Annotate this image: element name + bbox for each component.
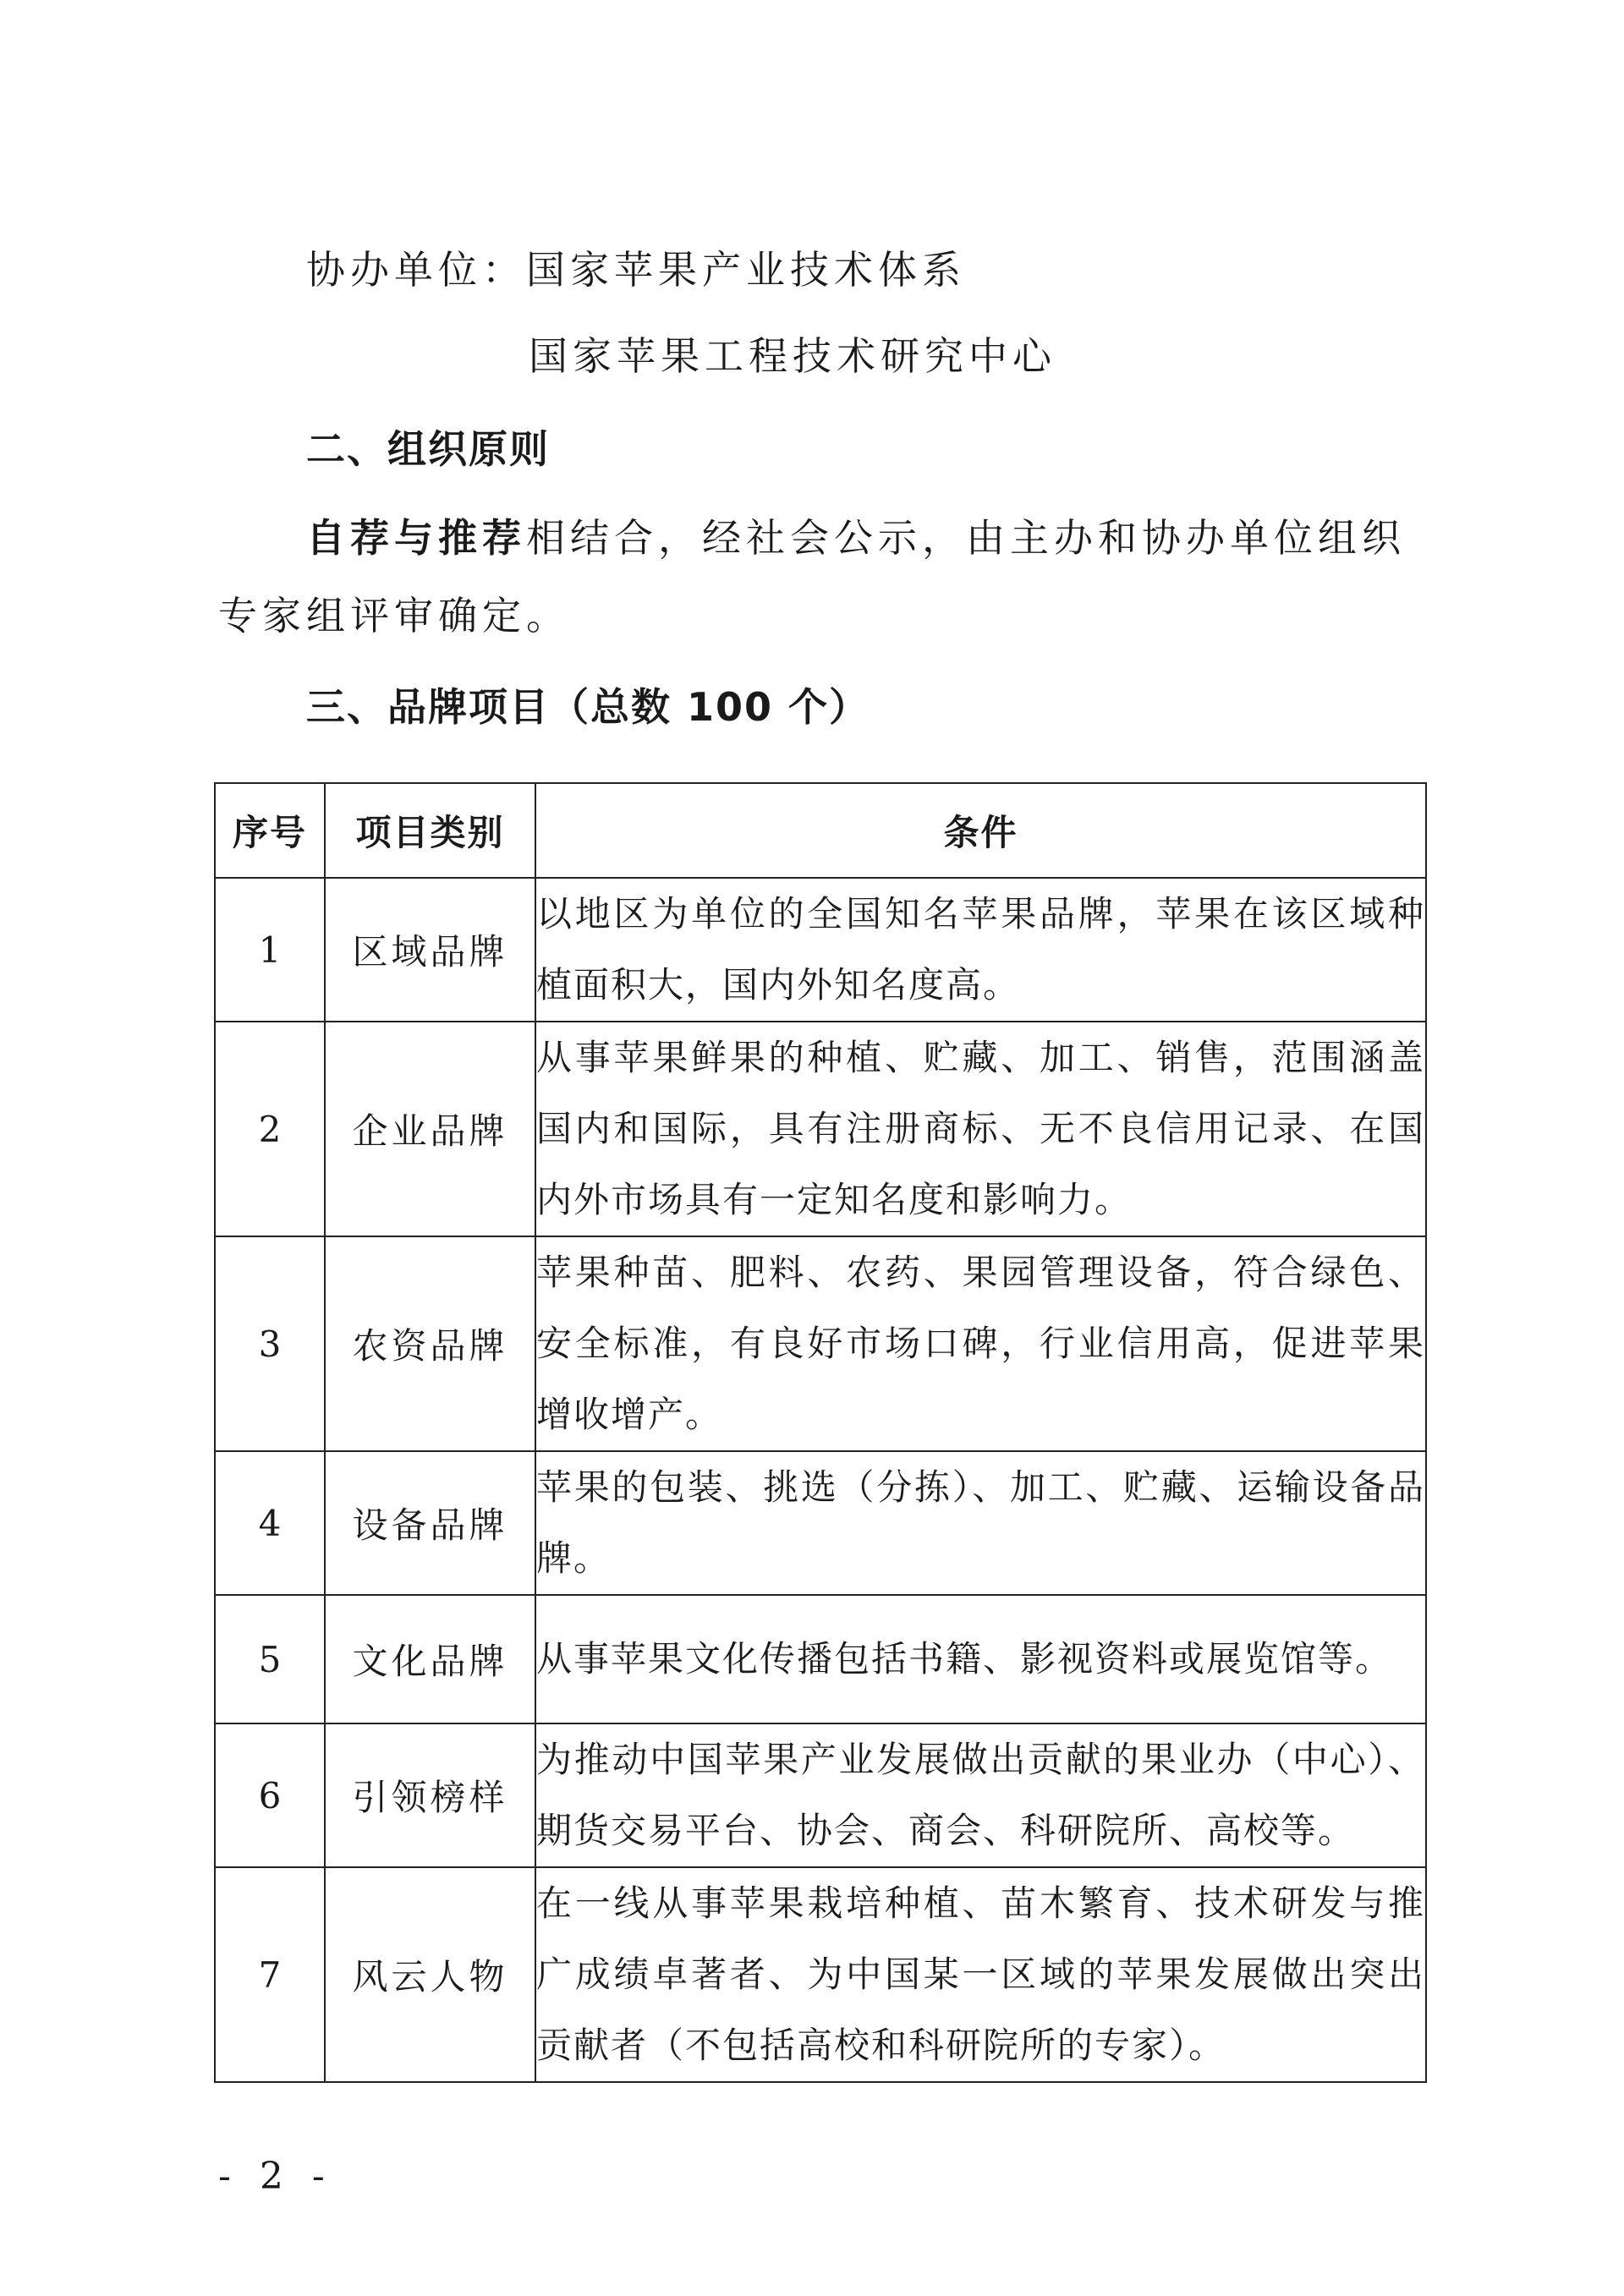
table-row [215,878,1426,1022]
row-category: 企业品牌 [325,1022,535,1236]
row-category: 引领榜样 [325,1723,535,1867]
header-condition: 条件 [535,783,1426,878]
section-2-bold-lead: 自荐与推荐 [306,515,526,561]
row-category: 风云人物 [325,1867,535,2082]
row-category: 区域品牌 [325,878,535,1022]
table-row [215,1867,1426,2082]
row-condition: 为推动中国苹果产业发展做出贡献的果业办（中心）、期货交易平台、协会、商会、科研院所、高校等。 [535,1723,1426,1867]
page-number: - 2 - [218,2155,333,2198]
co-organizer-2: 国家苹果工程技术研究中心 [529,333,1056,379]
section-2-text: 相结合，经社会公示，由主办和协办单位组织 [526,515,1406,561]
table-row [215,1451,1426,1595]
co-organizers-label: 协办单位： [306,247,526,293]
row-condition: 从事苹果文化传播包括书籍、影视资料或展览馆等。 [535,1595,1426,1723]
section-2-paragraph-line-1 [306,507,1406,563]
row-condition: 苹果种苗、肥料、农药、果园管理设备，符合绿色、安全标准，有良好市场口碑，行业信用高，促进苹果增收增产。 [535,1236,1426,1451]
header-num: 序号 [215,783,325,878]
row-condition: 以地区为单位的全国知名苹果品牌，苹果在该区域种植面积大，国内外知名度高。 [535,878,1426,1022]
row-num: 1 [215,878,325,1022]
row-num: 6 [215,1723,325,1867]
row-category: 文化品牌 [325,1595,535,1723]
section-2-heading: 二、组织原则 [306,426,550,472]
co-organizers-line-1 [306,239,966,295]
row-num: 5 [215,1595,325,1723]
header-category: 项目类别 [325,783,535,878]
row-num: 2 [215,1022,325,1236]
row-condition: 苹果的包装、挑选（分拣）、加工、贮藏、运输设备品牌。 [535,1451,1426,1595]
table-row [215,1236,1426,1451]
section-2-paragraph-line-2: 专家组评审确定。 [218,593,570,638]
table-row [215,1022,1426,1236]
row-num: 7 [215,1867,325,2082]
brand-items-table [214,782,1427,2083]
row-category: 农资品牌 [325,1236,535,1451]
row-num: 3 [215,1236,325,1451]
row-condition: 从事苹果鲜果的种植、贮藏、加工、销售，范围涵盖国内和国际，具有注册商标、无不良信用记录、在国内外市场具有一定知名度和影响力。 [535,1022,1426,1236]
row-num: 4 [215,1451,325,1595]
row-condition: 在一线从事苹果栽培种植、苗木繁育、技术研发与推广成绩卓著者、为中国某一区域的苹果发展做出突出贡献者（不包括高校和科研院所的专家）。 [535,1867,1426,2082]
table-header-row [215,783,1426,878]
row-category: 设备品牌 [325,1451,535,1595]
section-3-heading: 三、品牌项目（总数 100 个） [306,684,870,730]
table-row [215,1595,1426,1723]
co-organizer-1: 国家苹果产业技术体系 [526,247,966,293]
table-row [215,1723,1426,1867]
